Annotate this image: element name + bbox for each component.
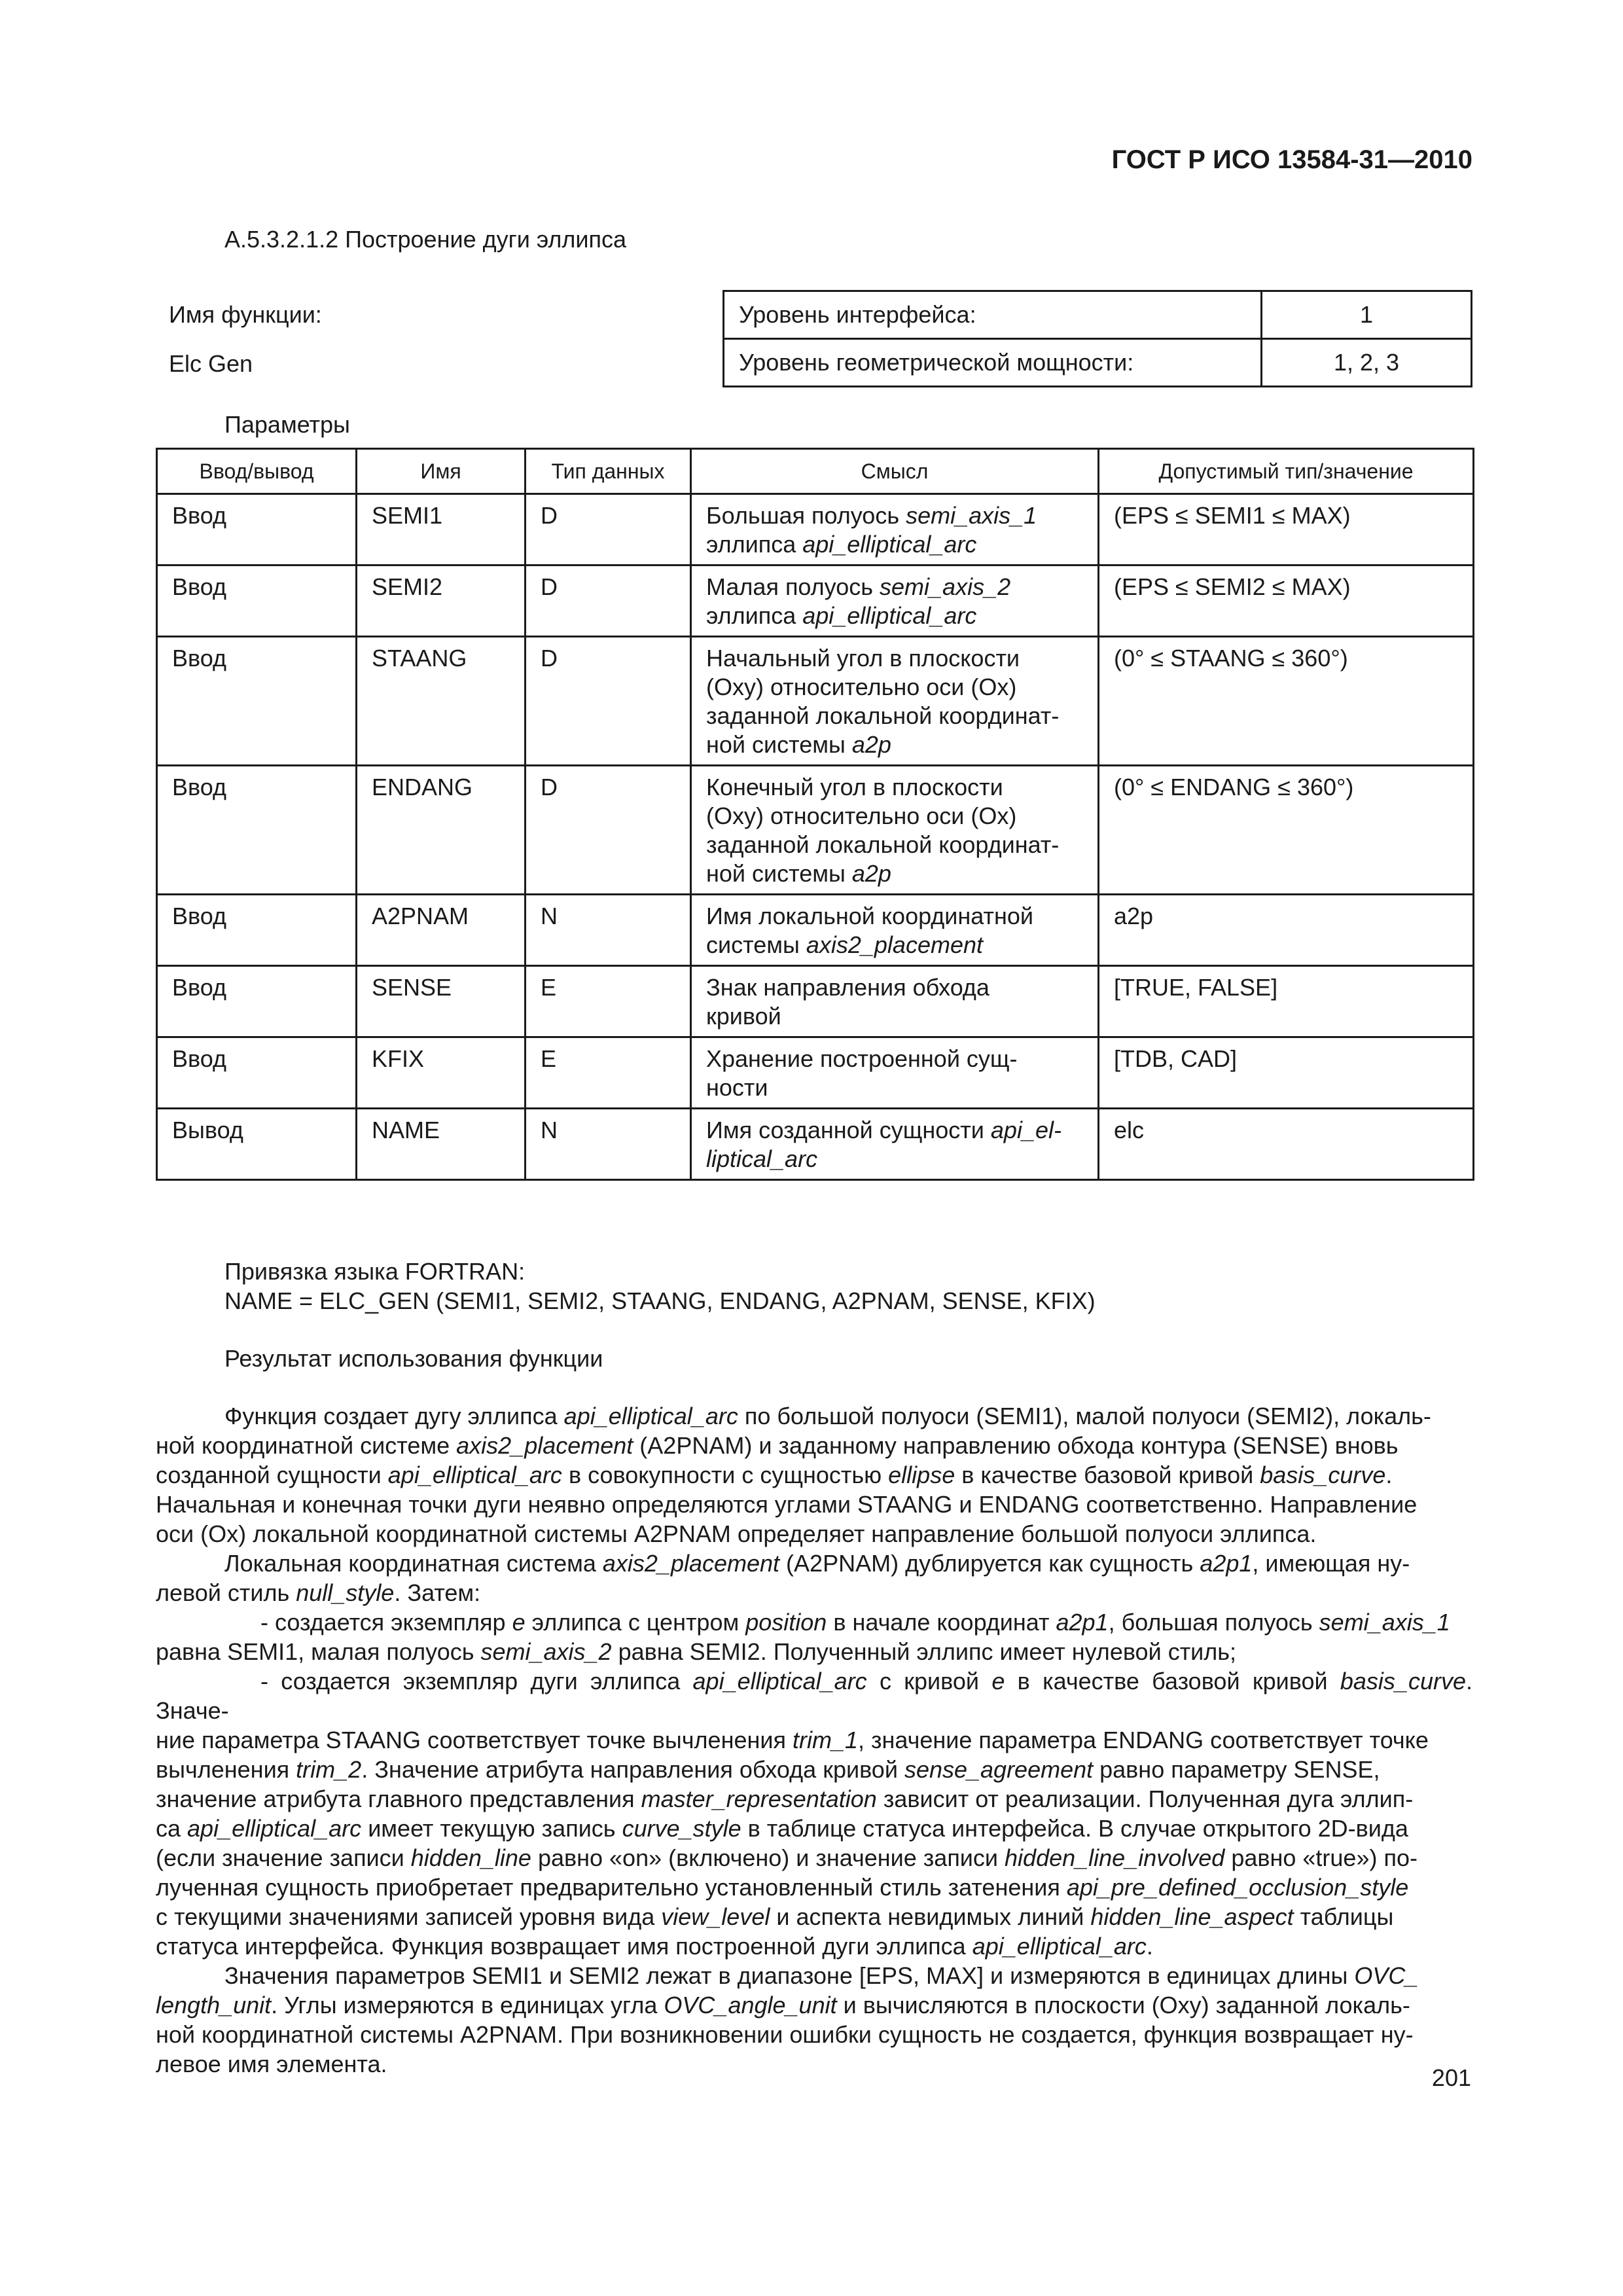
body-paragraphs — [156, 1401, 1472, 2079]
cell-io: Ввод — [157, 766, 357, 895]
table-row — [157, 1037, 1474, 1109]
cell-meaning: Хранение построенной сущ- ности — [691, 1037, 1099, 1109]
cell-meaning: Малая полуось semi_axis_2 эллипса api_elliptical_arc — [691, 565, 1099, 637]
cell-type: D — [526, 766, 691, 895]
cell-io: Ввод — [157, 895, 357, 966]
cell-allowed: [TRUE, FALSE] — [1099, 966, 1474, 1037]
params-title: Параметры — [224, 411, 350, 438]
cell-name: KFIX — [357, 1037, 526, 1109]
cell-type: D — [526, 565, 691, 637]
cell-meaning: Имя локальной координатной системы axis2_placement — [691, 895, 1099, 966]
geometric-level-value: 1, 2, 3 — [1262, 339, 1472, 387]
cell-allowed: [TDB, CAD] — [1099, 1037, 1474, 1109]
table-row — [157, 766, 1474, 895]
cell-allowed: (0° ≤ ENDANG ≤ 360°) — [1099, 766, 1474, 895]
fortran-call: NAME = ELC_GEN (SEMI1, SEMI2, STAANG, ENDANG, A2PNAM, SENSE, KFIX) — [224, 1287, 1096, 1314]
fortran-binding — [156, 1257, 1472, 1316]
cell-name: NAME — [357, 1109, 526, 1180]
table-row — [157, 895, 1474, 966]
cell-type: E — [526, 1037, 691, 1109]
cell-meaning: Конечный угол в плоскости (Oxy) относительно оси (Ox) заданной локальной координат- ной системы a2p — [691, 766, 1099, 895]
standard-header: ГОСТ Р ИСО 13584-31—2010 — [1111, 145, 1472, 174]
result-title: Результат использования функции — [224, 1345, 603, 1372]
cell-io: Ввод — [157, 1037, 357, 1109]
cell-meaning: Начальный угол в плоскости (Oxy) относительно оси (Ox) заданной локальной координат- ной системы a2p — [691, 637, 1099, 766]
function-name-label: Имя функции: — [169, 301, 322, 328]
interface-level-label: Уровень интерфейса: — [724, 291, 1262, 339]
geometric-level-label: Уровень геометрической мощности: — [724, 339, 1262, 387]
fortran-title: Привязка языка FORTRAN: — [224, 1258, 526, 1285]
header-meaning: Смысл — [691, 449, 1099, 494]
cell-name: STAANG — [357, 637, 526, 766]
cell-type: N — [526, 1109, 691, 1180]
cell-type: N — [526, 895, 691, 966]
table-header-row — [157, 449, 1474, 494]
body-paragraph: - создается экземпляр e эллипса с центром position в начале координат a2p1, большая полуось semi_axis_1 равна SEMI1, малая полуось semi_axis_2 равна SEMI2. Полученный эллипс имеет нулевой стиль; — [156, 1609, 1450, 1665]
body-paragraph: Функция создает дугу эллипса api_elliptical_arc по большой полуоси (SEMI1), малой полуоси (SEMI2), локаль- ной координатной системе axis2_placement (A2PNAM) и заданному направлению обхода контура (SENSE) вновь созданной сущности api_elliptical_arc в совокупности с сущностью ellipse в качестве базовой кривой basis_curve. Начальная и конечная точки дуги неявно определяются углами STAANG и ENDANG соответственно. Направление оси (Ox) локальной координатной системы A2PNAM определяет направление большой полуоси эллипса. — [156, 1403, 1431, 1547]
cell-io: Ввод — [157, 565, 357, 637]
cell-type: D — [526, 637, 691, 766]
body-paragraph: Локальная координатная система axis2_placement (A2PNAM) дублируется как сущность a2p1, имеющая ну- левой стиль null_style. Затем: — [156, 1550, 1410, 1606]
cell-name: SEMI1 — [357, 494, 526, 565]
table-row — [157, 565, 1474, 637]
header-io: Ввод/вывод — [157, 449, 357, 494]
cell-meaning: Большая полуось semi_axis_1 эллипса api_elliptical_arc — [691, 494, 1099, 565]
function-name-value: Elc Gen — [169, 350, 253, 377]
page-number: 201 — [1431, 2064, 1471, 2091]
cell-name: SEMI2 — [357, 565, 526, 637]
body-paragraph: - создается экземпляр дуги эллипса api_elliptical_arc с кривой e в качестве базовой кривой basis_curve. Значе- ние параметра STAANG соответствует точке вычленения trim_1, значение параметра ENDANG соответствует точке вычленения trim_2. Значение атрибута направления обхода кривой sense_agreement равно параметру SENSE, значение атрибута главного представления master_representation зависит от реализации. Полученная дуга эллип- са api_elliptical_arc имеет текущую запись curve_style в таблице статуса интерфейса. В случае открытого 2D-вида (если значение записи hidden_line равно «on» (включено) и значение записи hidden_line_involved равно «true») по- лученная сущность приобретает предварительно установленный стиль затенения api_pre_defined_occlusion_style с текущими значениями записей уровня вида view_level и аспекта невидимых линий hidden_line_aspect таблицы статуса интерфейса. Функция возвращает имя построенной дуги эллипса api_elliptical_arc. — [156, 1668, 1472, 1960]
cell-io: Ввод — [157, 966, 357, 1037]
cell-allowed: (0° ≤ STAANG ≤ 360°) — [1099, 637, 1474, 766]
interface-row — [724, 291, 1472, 339]
cell-meaning: Знак направления обхода кривой — [691, 966, 1099, 1037]
section-title: А.5.3.2.1.2 Построение дуги эллипса — [224, 226, 627, 253]
parameters-table — [156, 448, 1474, 1181]
cell-allowed: a2p — [1099, 895, 1474, 966]
body-paragraph: Значения параметров SEMI1 и SEMI2 лежат в диапазоне [EPS, MAX] и измеряются в единицах длины OVC_ length_unit. Углы измеряются в единицах угла OVC_angle_unit и вычисляются в плоскости (Oxy) заданной локаль- ной координатной системы A2PNAM. При возникновении ошибки сущность не создается, функция возвращает ну- левое имя элемента. — [156, 1962, 1419, 2077]
cell-io: Вывод — [157, 1109, 357, 1180]
header-name: Имя — [357, 449, 526, 494]
cell-name: ENDANG — [357, 766, 526, 895]
table-row — [157, 966, 1474, 1037]
table-row — [157, 1109, 1474, 1180]
cell-meaning: Имя созданной сущности api_el- liptical_arc — [691, 1109, 1099, 1180]
interface-level-value: 1 — [1262, 291, 1472, 339]
cell-name: A2PNAM — [357, 895, 526, 966]
cell-type: E — [526, 966, 691, 1037]
table-row — [157, 494, 1474, 565]
cell-allowed: (EPS ≤ SEMI2 ≤ MAX) — [1099, 565, 1474, 637]
cell-type: D — [526, 494, 691, 565]
cell-name: SENSE — [357, 966, 526, 1037]
cell-allowed: elc — [1099, 1109, 1474, 1180]
cell-allowed: (EPS ≤ SEMI1 ≤ MAX) — [1099, 494, 1474, 565]
cell-io: Ввод — [157, 637, 357, 766]
header-allowed: Допустимый тип/значение — [1099, 449, 1474, 494]
interface-row — [724, 339, 1472, 387]
table-row — [157, 637, 1474, 766]
cell-io: Ввод — [157, 494, 357, 565]
interface-table — [722, 290, 1472, 387]
header-type: Тип данных — [526, 449, 691, 494]
